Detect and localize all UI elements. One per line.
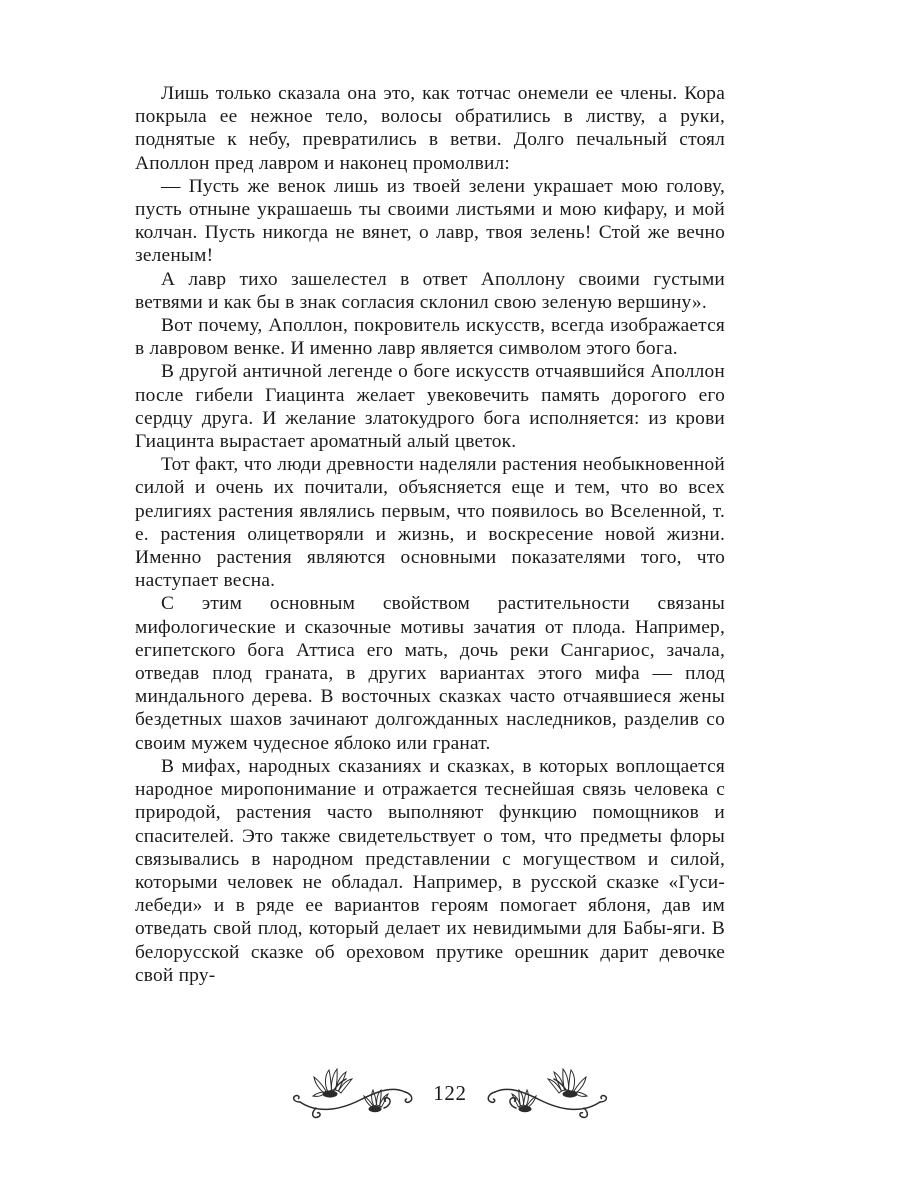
paragraph: В другой античной легенде о боге искусств отчаявшийся Аполлон после гибели Гиацинта желает увековечить память дорогого его сердцу друга. И желание златокудрого бога исполняется: из крови Гиацинта вырастает ароматный алый цветок. [135, 361, 725, 453]
paragraph: Вот почему, Аполлон, покровитель искусств, всегда изображается в лавровом венке. И именно лавр является символом этого бога. [135, 315, 725, 360]
page-footer [0, 1062, 900, 1126]
paragraph: В мифах, народных сказаниях и сказках, в которых воплощается народное миропонимание и отражается теснейшая связь человека с природой, растения часто выполняют функцию помощников и спасителей. Это также свидетельствует о том, что предметы флоры связывались в народном представлении с могуществом и силой, которыми человек не обладал. Например, в русской сказке «Гуси-лебеди» и в ряде ее вариантов героям помогает яблоня, дав им отведать свой плод, который делает их невидимыми для Бабы-яги. В белорусской сказке об ореховом прутике орешник дарит девочке свой пру- [135, 755, 725, 986]
body-text-block [135, 82, 725, 987]
paragraph: Лишь только сказала она это, как тотчас онемели ее члены. Кора покрыла ее нежное тело, волосы обратились в листву, а руки, поднятые к небу, превратились в ветви. Долго печальный стоял Аполлон пред лавром и наконец промолвил: [135, 83, 725, 174]
paragraph: — Пусть же венок лишь из твоей зелени украшает мою голову, пусть отныне украшаешь ты своими листьями и мою кифару, и мой колчан. Пусть никогда не вянет, о лавр, твоя зелень! Стой же вечно зеленым! [135, 175, 725, 267]
paragraph: Тот факт, что люди древности наделяли растения необыкновенной силой и очень их почитали, объясняется еще и тем, что во всех религиях растения являлись первым, что появилось во Вселенной, т. е. растения олицетворяли и жизнь, и воскресение новой жизни. Именно растения являются основными показателями того, что наступает весна. [135, 454, 725, 592]
flourish-ornament-left-icon [288, 1066, 420, 1122]
paragraph: А лавр тихо зашелестел в ответ Аполлону своими густыми ветвями и как бы в знак согласия склонил свою зеленую вершину». [135, 268, 725, 313]
paragraph: С этим основным свойством растительности связаны мифологические и сказочные мотивы зачатия от плода. Например, египетского бога Аттиса его мать, дочь реки Сангариос, зачала, отведав плод граната, в других вариантах этого мифа — плод миндального дерева. В восточных сказках часто отчаявшиеся жены бездетных шахов зачинают долгожданных наследников, разделив со своим мужем чудесное яблоко или гранат. [135, 593, 725, 754]
page-number: 122 [433, 1080, 467, 1105]
flourish-ornament-right-icon [480, 1066, 612, 1122]
